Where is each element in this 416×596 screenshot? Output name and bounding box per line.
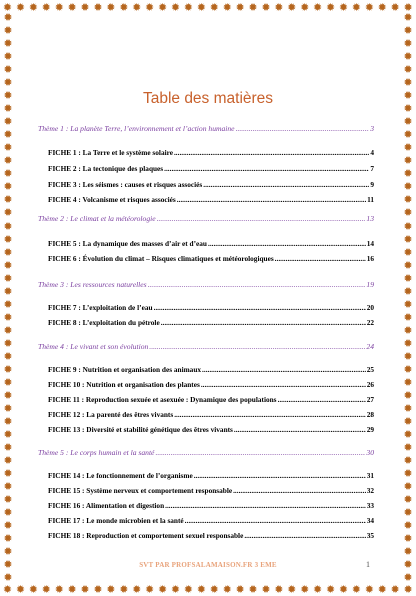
star-ornament-icon: ✹ [54, 583, 64, 596]
toc-theme-4[interactable] [38, 342, 374, 351]
entry-label: FICHE 10 : Nutrition et organisation des plantes [48, 380, 200, 389]
star-ornament-icon: ✹ [403, 401, 413, 415]
star-ornament-icon: ✹ [3, 323, 13, 337]
star-ornament-icon: ✹ [157, 1, 168, 14]
star-ornament-icon: ✹ [3, 388, 13, 402]
star-ornament-icon: ✹ [403, 245, 413, 259]
star-ornament-icon: ✹ [403, 454, 413, 468]
star-ornament-icon: ✹ [119, 583, 129, 596]
star-ornament-icon: ✹ [403, 297, 413, 311]
star-ornament-icon: ✹ [54, 1, 64, 14]
star-ornament-icon: ✹ [3, 428, 13, 441]
entry-page: 34 [366, 516, 374, 525]
star-ornament-icon: ✹ [93, 583, 103, 596]
star-ornament-icon: ✹ [338, 583, 349, 596]
star-ornament-icon: ✹ [3, 401, 13, 415]
star-ornament-icon: ✹ [403, 284, 413, 298]
page-footer: SVT PAR PROFSALAMAISON.FR 3 EME [139, 561, 277, 569]
star-ornament-icon: ✹ [132, 1, 142, 14]
star-ornament-icon: ✹ [403, 206, 413, 220]
star-ornament-icon: ✹ [403, 310, 413, 324]
theme-page: 30 [366, 448, 374, 457]
star-ornament-icon: ✹ [403, 336, 413, 350]
star-ornament-icon: ✹ [300, 1, 310, 14]
toc-entry[interactable] [48, 239, 374, 248]
star-ornament-icon: ✹ [403, 441, 413, 455]
entry-page: 28 [366, 410, 374, 419]
star-ornament-icon: ✹ [3, 519, 13, 533]
star-ornament-icon: ✹ [3, 349, 13, 363]
star-ornament-icon: ✹ [261, 1, 271, 14]
star-ornament-icon: ✹ [3, 63, 13, 77]
star-ornament-icon: ✹ [377, 1, 387, 14]
entry-page: 25 [366, 365, 374, 374]
star-ornament-icon: ✹ [364, 1, 374, 14]
star-ornament-icon: ✹ [364, 583, 374, 596]
star-ornament-icon: ✹ [196, 583, 206, 596]
star-ornament-icon: ✹ [145, 1, 155, 14]
star-ornament-icon: ✹ [403, 232, 413, 246]
toc-entry[interactable] [48, 410, 374, 419]
entry-page: 29 [366, 425, 374, 434]
toc-entry[interactable] [48, 195, 374, 204]
dot-leader [149, 342, 365, 351]
page-border-bottom [0, 584, 416, 596]
star-ornament-icon: ✹ [3, 532, 13, 546]
theme-label: Thème 3 : Les ressources naturelles [38, 280, 147, 289]
star-ornament-icon: ✹ [3, 141, 13, 155]
theme-page: 24 [366, 342, 374, 351]
star-ornament-icon: ✹ [403, 24, 413, 38]
entry-page: 31 [366, 471, 374, 480]
star-ornament-icon: ✹ [3, 24, 13, 38]
entry-page: 20 [366, 303, 374, 312]
star-ornament-icon: ✹ [3, 193, 13, 207]
theme-label: Thème 1 : La planète Terre, l’environnement et l’action humaine [38, 124, 235, 133]
star-ornament-icon: ✹ [351, 1, 361, 14]
star-ornament-icon: ✹ [3, 102, 13, 116]
entry-page: 7 [370, 164, 374, 173]
toc-entry[interactable] [48, 365, 374, 374]
theme-label: Thème 2 : Le climat et la météorologie [38, 214, 156, 223]
star-ornament-icon: ✹ [106, 583, 116, 596]
entry-label: FICHE 6 : Évolution du climat – Risques climatiques et météorologiques [48, 254, 274, 263]
star-ornament-icon: ✹ [403, 141, 413, 155]
star-ornament-icon: ✹ [403, 102, 413, 116]
star-ornament-icon: ✹ [67, 583, 77, 596]
star-ornament-icon: ✹ [106, 1, 116, 14]
star-ornament-icon: ✹ [403, 362, 413, 376]
star-ornament-icon: ✹ [3, 441, 13, 455]
entry-label: FICHE 3 : Les séismes : causes et risques associés [48, 180, 203, 189]
star-ornament-icon: ✹ [3, 232, 13, 246]
star-ornament-icon: ✹ [93, 1, 103, 14]
star-ornament-icon: ✹ [157, 583, 168, 596]
star-ornament-icon: ✹ [403, 63, 413, 77]
star-ornament-icon: ✹ [3, 571, 13, 585]
star-ornament-icon: ✹ [403, 154, 413, 168]
dot-leader [154, 303, 366, 312]
entry-page: 27 [366, 395, 374, 404]
dot-leader [164, 164, 369, 173]
star-ornament-icon: ✹ [274, 583, 284, 596]
star-ornament-icon: ✹ [3, 414, 13, 428]
entry-page: 14 [366, 239, 374, 248]
star-ornament-icon: ✹ [3, 167, 13, 181]
page-border-top [0, 2, 416, 14]
entry-page: 9 [370, 180, 374, 189]
theme-page: 19 [366, 280, 374, 289]
dot-leader [233, 486, 366, 495]
toc-theme-3[interactable] [38, 280, 374, 289]
toc-entry[interactable] [48, 164, 374, 173]
toc-entry[interactable] [48, 395, 374, 404]
toc-entry[interactable] [48, 471, 374, 480]
dot-leader [177, 195, 366, 204]
star-ornament-icon: ✹ [390, 1, 400, 14]
entry-page: 32 [366, 486, 374, 495]
entry-page: 11 [367, 195, 374, 204]
dot-leader [174, 410, 366, 419]
theme-page: 13 [366, 214, 374, 223]
star-ornament-icon: ✹ [183, 583, 194, 596]
star-ornament-icon: ✹ [403, 1, 413, 14]
page-number: 1 [366, 560, 370, 569]
star-ornament-icon: ✹ [3, 219, 13, 233]
toc-entry[interactable] [48, 380, 374, 389]
toc-entry[interactable] [48, 148, 374, 157]
star-ornament-icon: ✹ [3, 50, 13, 64]
star-ornament-icon: ✹ [3, 284, 13, 298]
star-ornament-icon: ✹ [403, 467, 413, 481]
entry-label: FICHE 9 : Nutrition et organisation des animaux [48, 365, 202, 374]
star-ornament-icon: ✹ [403, 323, 413, 337]
star-ornament-icon: ✹ [3, 37, 13, 51]
dot-leader [275, 254, 366, 263]
star-ornament-icon: ✹ [403, 11, 413, 24]
star-ornament-icon: ✹ [313, 1, 323, 14]
toc-entry[interactable] [48, 501, 374, 510]
star-ornament-icon: ✹ [222, 1, 232, 14]
dot-leader [236, 124, 370, 133]
star-ornament-icon: ✹ [3, 76, 13, 90]
star-ornament-icon: ✹ [274, 1, 284, 14]
star-ornament-icon: ✹ [119, 1, 129, 14]
star-ornament-icon: ✹ [313, 583, 323, 596]
dot-leader [148, 280, 366, 289]
star-ornament-icon: ✹ [300, 583, 310, 596]
theme-label: Thème 5 : Le corps humain et la santé [38, 448, 155, 457]
dot-leader [185, 516, 366, 525]
star-ornament-icon: ✹ [28, 1, 38, 14]
dot-leader [244, 531, 365, 540]
star-ornament-icon: ✹ [170, 583, 181, 596]
toc-entry[interactable] [48, 425, 374, 434]
entry-label: FICHE 13 : Diversité et stabilité génétique des êtres vivants [48, 425, 233, 434]
entry-label: FICHE 15 : Système nerveux et comportement responsable [48, 486, 233, 495]
star-ornament-icon: ✹ [80, 1, 90, 14]
star-ornament-icon: ✹ [3, 154, 13, 168]
star-ornament-icon: ✹ [403, 414, 413, 428]
star-ornament-icon: ✹ [3, 258, 13, 272]
star-ornament-icon: ✹ [403, 89, 413, 103]
entry-page: 26 [366, 380, 374, 389]
star-ornament-icon: ✹ [325, 583, 336, 596]
dot-leader [203, 180, 369, 189]
star-ornament-icon: ✹ [287, 583, 297, 596]
star-ornament-icon: ✹ [403, 375, 413, 389]
star-ornament-icon: ✹ [222, 583, 232, 596]
star-ornament-icon: ✹ [403, 50, 413, 64]
star-ornament-icon: ✹ [248, 1, 258, 14]
star-ornament-icon: ✹ [403, 219, 413, 233]
star-ornament-icon: ✹ [67, 1, 77, 14]
toc-entry[interactable] [48, 180, 374, 189]
star-ornament-icon: ✹ [3, 493, 13, 507]
star-ornament-icon: ✹ [3, 89, 13, 103]
star-ornament-icon: ✹ [3, 480, 13, 494]
star-ornament-icon: ✹ [235, 1, 245, 14]
dot-leader [194, 471, 366, 480]
star-ornament-icon: ✹ [403, 571, 413, 585]
star-ornament-icon: ✹ [403, 193, 413, 207]
dot-leader [278, 395, 366, 404]
dot-leader [201, 380, 366, 389]
entry-label: FICHE 16 : Alimentation et digestion [48, 501, 165, 510]
toc-entry[interactable] [48, 318, 374, 327]
toc-theme-5[interactable] [38, 448, 374, 457]
star-ornament-icon: ✹ [3, 245, 13, 259]
star-ornament-icon: ✹ [403, 480, 413, 494]
star-ornament-icon: ✹ [403, 583, 413, 596]
star-ornament-icon: ✹ [3, 558, 13, 572]
star-ornament-icon: ✹ [183, 1, 194, 14]
star-ornament-icon: ✹ [28, 583, 38, 596]
star-ornament-icon: ✹ [403, 271, 413, 285]
star-ornament-icon: ✹ [403, 115, 413, 129]
star-ornament-icon: ✹ [3, 206, 13, 220]
star-ornament-icon: ✹ [338, 1, 349, 14]
star-ornament-icon: ✹ [403, 349, 413, 363]
entry-page: 35 [366, 531, 374, 540]
star-ornament-icon: ✹ [403, 76, 413, 90]
entry-label: FICHE 12 : La parenté des êtres vivants [48, 410, 174, 419]
star-ornament-icon: ✹ [3, 310, 13, 324]
star-ornament-icon: ✹ [209, 1, 219, 14]
star-ornament-icon: ✹ [170, 1, 181, 14]
star-ornament-icon: ✹ [3, 454, 13, 468]
star-ornament-icon: ✹ [3, 362, 13, 376]
star-ornament-icon: ✹ [403, 493, 413, 507]
star-ornament-icon: ✹ [15, 583, 26, 596]
entry-label: FICHE 7 : L’exploitation de l’eau [48, 303, 153, 312]
entry-page: 22 [366, 318, 374, 327]
star-ornament-icon: ✹ [3, 11, 13, 24]
entry-label: FICHE 4 : Volcanisme et risques associés [48, 195, 176, 204]
star-ornament-icon: ✹ [248, 583, 258, 596]
star-ornament-icon: ✹ [403, 167, 413, 181]
star-ornament-icon: ✹ [3, 297, 13, 311]
star-ornament-icon: ✹ [2, 1, 13, 14]
star-ornament-icon: ✹ [3, 467, 13, 481]
entry-label: FICHE 11 : Reproduction sexuée et asexuée : Dynamique des populations [48, 395, 277, 404]
dot-leader [165, 501, 366, 510]
star-ornament-icon: ✹ [209, 583, 219, 596]
star-ornament-icon: ✹ [3, 336, 13, 350]
star-ornament-icon: ✹ [403, 545, 413, 559]
star-ornament-icon: ✹ [3, 375, 13, 389]
star-ornament-icon: ✹ [3, 115, 13, 129]
entry-label: FICHE 2 : La tectonique des plaques [48, 164, 164, 173]
star-ornament-icon: ✹ [41, 1, 51, 14]
entry-label: FICHE 14 : Le fonctionnement de l’organisme [48, 471, 193, 480]
toc-theme-2[interactable] [38, 214, 374, 223]
page-title: Table des matières [142, 90, 274, 107]
entry-label: FICHE 5 : La dynamique des masses d’air et d’eau [48, 239, 207, 248]
star-ornament-icon: ✹ [235, 583, 245, 596]
toc-entry[interactable] [48, 531, 374, 540]
star-ornament-icon: ✹ [80, 583, 90, 596]
star-ornament-icon: ✹ [261, 583, 271, 596]
star-ornament-icon: ✹ [3, 545, 13, 559]
star-ornament-icon: ✹ [403, 258, 413, 272]
dot-leader [174, 148, 369, 157]
star-ornament-icon: ✹ [403, 506, 413, 520]
star-ornament-icon: ✹ [351, 583, 361, 596]
star-ornament-icon: ✹ [3, 128, 13, 142]
star-ornament-icon: ✹ [403, 180, 413, 194]
toc-entry[interactable] [48, 516, 374, 525]
dot-leader [155, 448, 365, 457]
star-ornament-icon: ✹ [403, 128, 413, 142]
star-ornament-icon: ✹ [3, 506, 13, 520]
star-ornament-icon: ✹ [3, 271, 13, 285]
toc-entry[interactable] [48, 254, 374, 263]
entry-label: FICHE 8 : L’exploitation du pétrole [48, 318, 160, 327]
theme-page: 3 [370, 124, 374, 133]
dot-leader [202, 365, 366, 374]
star-ornament-icon: ✹ [390, 583, 400, 596]
star-ornament-icon: ✹ [403, 428, 413, 441]
star-ornament-icon: ✹ [403, 37, 413, 51]
dot-leader [161, 318, 366, 327]
star-ornament-icon: ✹ [145, 583, 155, 596]
theme-label: Thème 4 : Le vivant et son évolution [38, 342, 149, 351]
star-ornament-icon: ✹ [3, 180, 13, 194]
dot-leader [208, 239, 366, 248]
entry-page: 4 [370, 148, 374, 157]
star-ornament-icon: ✹ [15, 1, 26, 14]
star-ornament-icon: ✹ [377, 583, 387, 596]
star-ornament-icon: ✹ [403, 558, 413, 572]
star-ornament-icon: ✹ [41, 583, 51, 596]
dot-leader [157, 214, 366, 223]
star-ornament-icon: ✹ [403, 519, 413, 533]
dot-leader [234, 425, 366, 434]
entry-label: FICHE 18 : Reproduction et comportement sexuel responsable [48, 531, 244, 540]
star-ornament-icon: ✹ [287, 1, 297, 14]
star-ornament-icon: ✹ [325, 1, 336, 14]
entry-page: 33 [366, 501, 374, 510]
star-ornament-icon: ✹ [132, 583, 142, 596]
toc-theme-1[interactable] [38, 124, 374, 133]
entry-page: 16 [366, 254, 374, 263]
star-ornament-icon: ✹ [403, 532, 413, 546]
star-ornament-icon: ✹ [196, 1, 206, 14]
entry-label: FICHE 1 : La Terre et le système solaire [48, 148, 173, 157]
toc-entry[interactable] [48, 486, 374, 495]
star-ornament-icon: ✹ [2, 583, 13, 596]
entry-label: FICHE 17 : Le monde microbien et la santé [48, 516, 184, 525]
star-ornament-icon: ✹ [403, 388, 413, 402]
toc-entry[interactable] [48, 303, 374, 312]
